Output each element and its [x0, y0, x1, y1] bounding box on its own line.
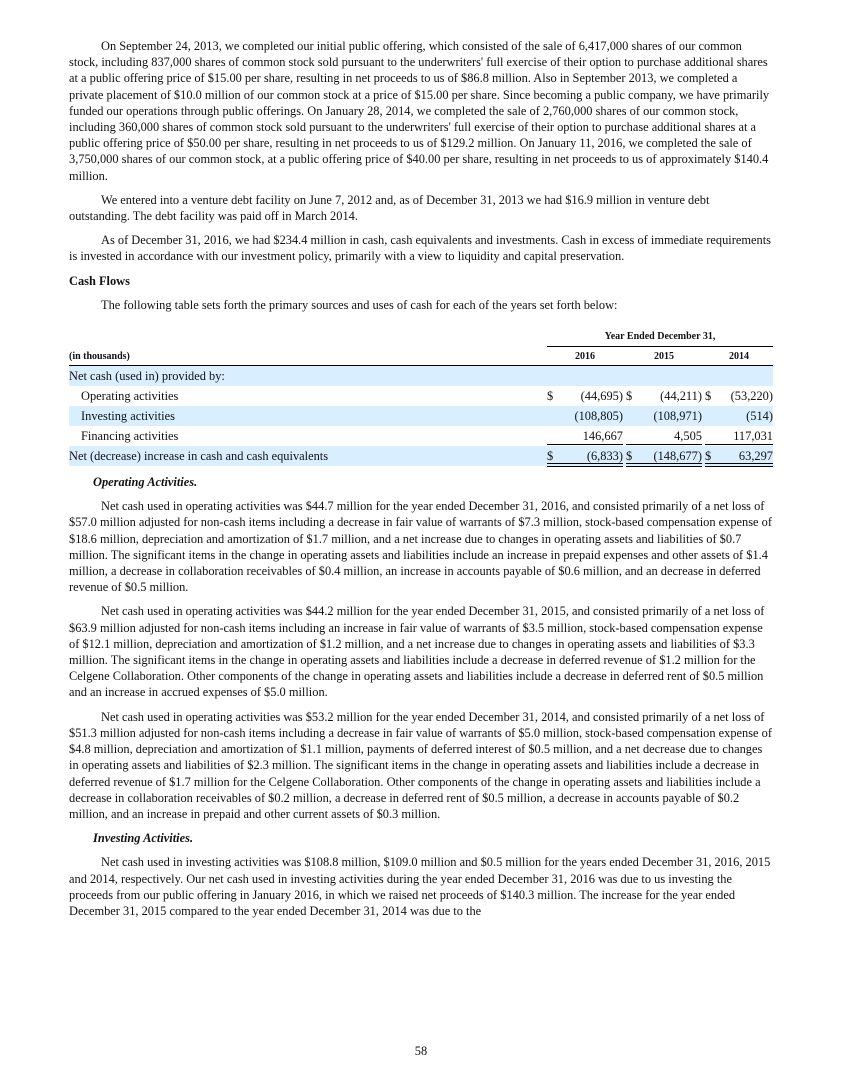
- table-header-row: [69, 347, 773, 366]
- paragraph: Net cash used in investing activities was $108.8 million, $109.0 million and $0.5 million for the years ended December 31, 2016, 2015 and 2014, respectively. Our net cash used in investing activities during the year ended December 31, 2016 was due to us investing the proceeds from our public offering in January 2016, in which we raised net proceeds of $140.3 million. The increase for the year ended December 31, 2015 compared to the year ended December 31, 2014 was due to the: [69, 855, 771, 918]
- paragraph: The following table sets forth the primary sources and uses of cash for each of the years set forth below:: [101, 297, 618, 312]
- document-page: [69, 38, 773, 927]
- row-label: Operating activities: [81, 389, 179, 404]
- table-row-total: Net (decrease) increase in cash and cash equivalents $ (6,833) $ (148,677) $ 63,297: [69, 446, 773, 466]
- paragraph: Net cash used in operating activities was $44.7 million for the year ended December 31, 2016, and consisted primarily of a net loss of $57.0 million adjusted for non-cash items including a decrease in fair value of warrants of $7.3 million, stock-based compensation expense of $18.6 million, depreciation and amortization of $1.7 million, and a net increase due to changes in operating assets and liabilities of $0.7 million. The significant items in the change in operating assets and liabilities include an increase in prepaid expenses and other assets of $1.4 million, a decrease in collaboration receivables of $0.4 million, an increase in accounts payable of $0.6 million, and an decrease in deferred revenue of $0.5 million.: [69, 499, 772, 595]
- table-row: Operating activities $ (44,695) $ (44,211) $ (53,220): [69, 386, 773, 406]
- cash-flows-table: [69, 329, 773, 466]
- column-header-year: 2016: [575, 351, 595, 363]
- subsection-heading-operating: Operating Activities.: [93, 475, 198, 490]
- paragraph: As of December 31, 2016, we had $234.4 million in cash, cash equivalents and investments. Cash in excess of immediate requirements is invested in accordance with our investment policy, primarily with a view to liquidity and capital preservation.: [69, 233, 771, 264]
- column-header-year: 2014: [729, 351, 749, 363]
- subsection-heading-investing: Investing Activities.: [93, 831, 194, 846]
- row-label: Net cash (used in) provided by:: [69, 369, 225, 384]
- paragraph: On September 24, 2013, we completed our initial public offering, which consisted of the sale of 6,417,000 shares of our common stock, including 837,000 shares of common stock sold pursuant to the underwriters' full exercise of their option to purchase additional shares at a public offering price of $15.00 per share, resulting in net proceeds to us of $86.8 million. Also in September 2013, we completed a private placement of $10.0 million of our common stock at a price of $15.00 per share. Since becoming a public company, we have primarily funded our operations through public offerings. On January 28, 2014, we completed the sale of 2,760,000 shares of our common stock, including 360,000 shares of common stock sold pursuant to the underwriters' full exercise of their option to purchase additional shares at a public offering price of $50.00 per share, resulting in net proceeds to us of $129.2 million. On January 11, 2016, we completed the sale of 3,750,000 shares of our common stock, at a public offering price of $40.00 per share, resulting in net proceeds to us of approximately $140.4 million.: [69, 39, 770, 183]
- table-row: Investing activities (108,805) (108,971) (514): [69, 406, 773, 426]
- row-label: Net (decrease) increase in cash and cash equivalents: [69, 449, 329, 464]
- paragraph: Net cash used in operating activities was $44.2 million for the year ended December 31, 2015, and consisted primarily of a net loss of $63.9 million adjusted for non-cash items including an increase in fair value of warrants of $3.5 million, stock-based compensation expense of $12.1 million, depreciation and amortization of $1.2 million, and a net increase due to changes in operating assets and liabilities of $3.3 million. The significant items in the change in operating assets and liabilities include a decrease in deferred revenue of $1.2 million for the Celgene Collaboration. Other components of the change in operating assets and liabilities include a decrease in deferred rent of $0.5 million and an increase in accrued expenses of $5.0 million.: [69, 604, 765, 700]
- column-header-year: 2015: [654, 351, 674, 363]
- table-row: Financing activities 146,667 4,505 117,031: [69, 426, 773, 446]
- row-label: Investing activities: [81, 409, 175, 424]
- row-label: Financing activities: [81, 429, 179, 444]
- table-row-section: [69, 366, 773, 386]
- paragraph: Net cash used in operating activities was $53.2 million for the year ended December 31, 2014, and consisted primarily of a net loss of $51.3 million adjusted for non-cash items including a decrease in fair value of warrants of $5.0 million, stock-based compensation expense of $4.8 million, depreciation and amortization of $1.1 million, payments of deferred interest of $0.5 million, and a net decrease due to changes in operating assets and liabilities of $2.3 million. The significant items in the change in operating assets and liabilities include a decrease in deferred revenue of $1.7 million for the Celgene Collaboration. Other components of the change in operating assets and liabilities include a decrease in collaboration receivables of $0.2 million, a decrease in deferred rent of $0.5 million, a decrease in accounts payable of $0.2 million, and an increase in prepaid and other current assets of $0.3 million.: [69, 709, 772, 821]
- page-number: 58: [414, 1044, 428, 1058]
- table-period-title: Year Ended December 31,: [69, 329, 773, 347]
- paragraph: We entered into a venture debt facility on June 7, 2012 and, as of December 31, 2013 we had $16.9 million in venture debt outstanding. The debt facility was paid off in March 2014.: [69, 192, 710, 224]
- section-heading-cash-flows: Cash Flows: [69, 273, 130, 288]
- unit-label: (in thousands): [69, 351, 130, 363]
